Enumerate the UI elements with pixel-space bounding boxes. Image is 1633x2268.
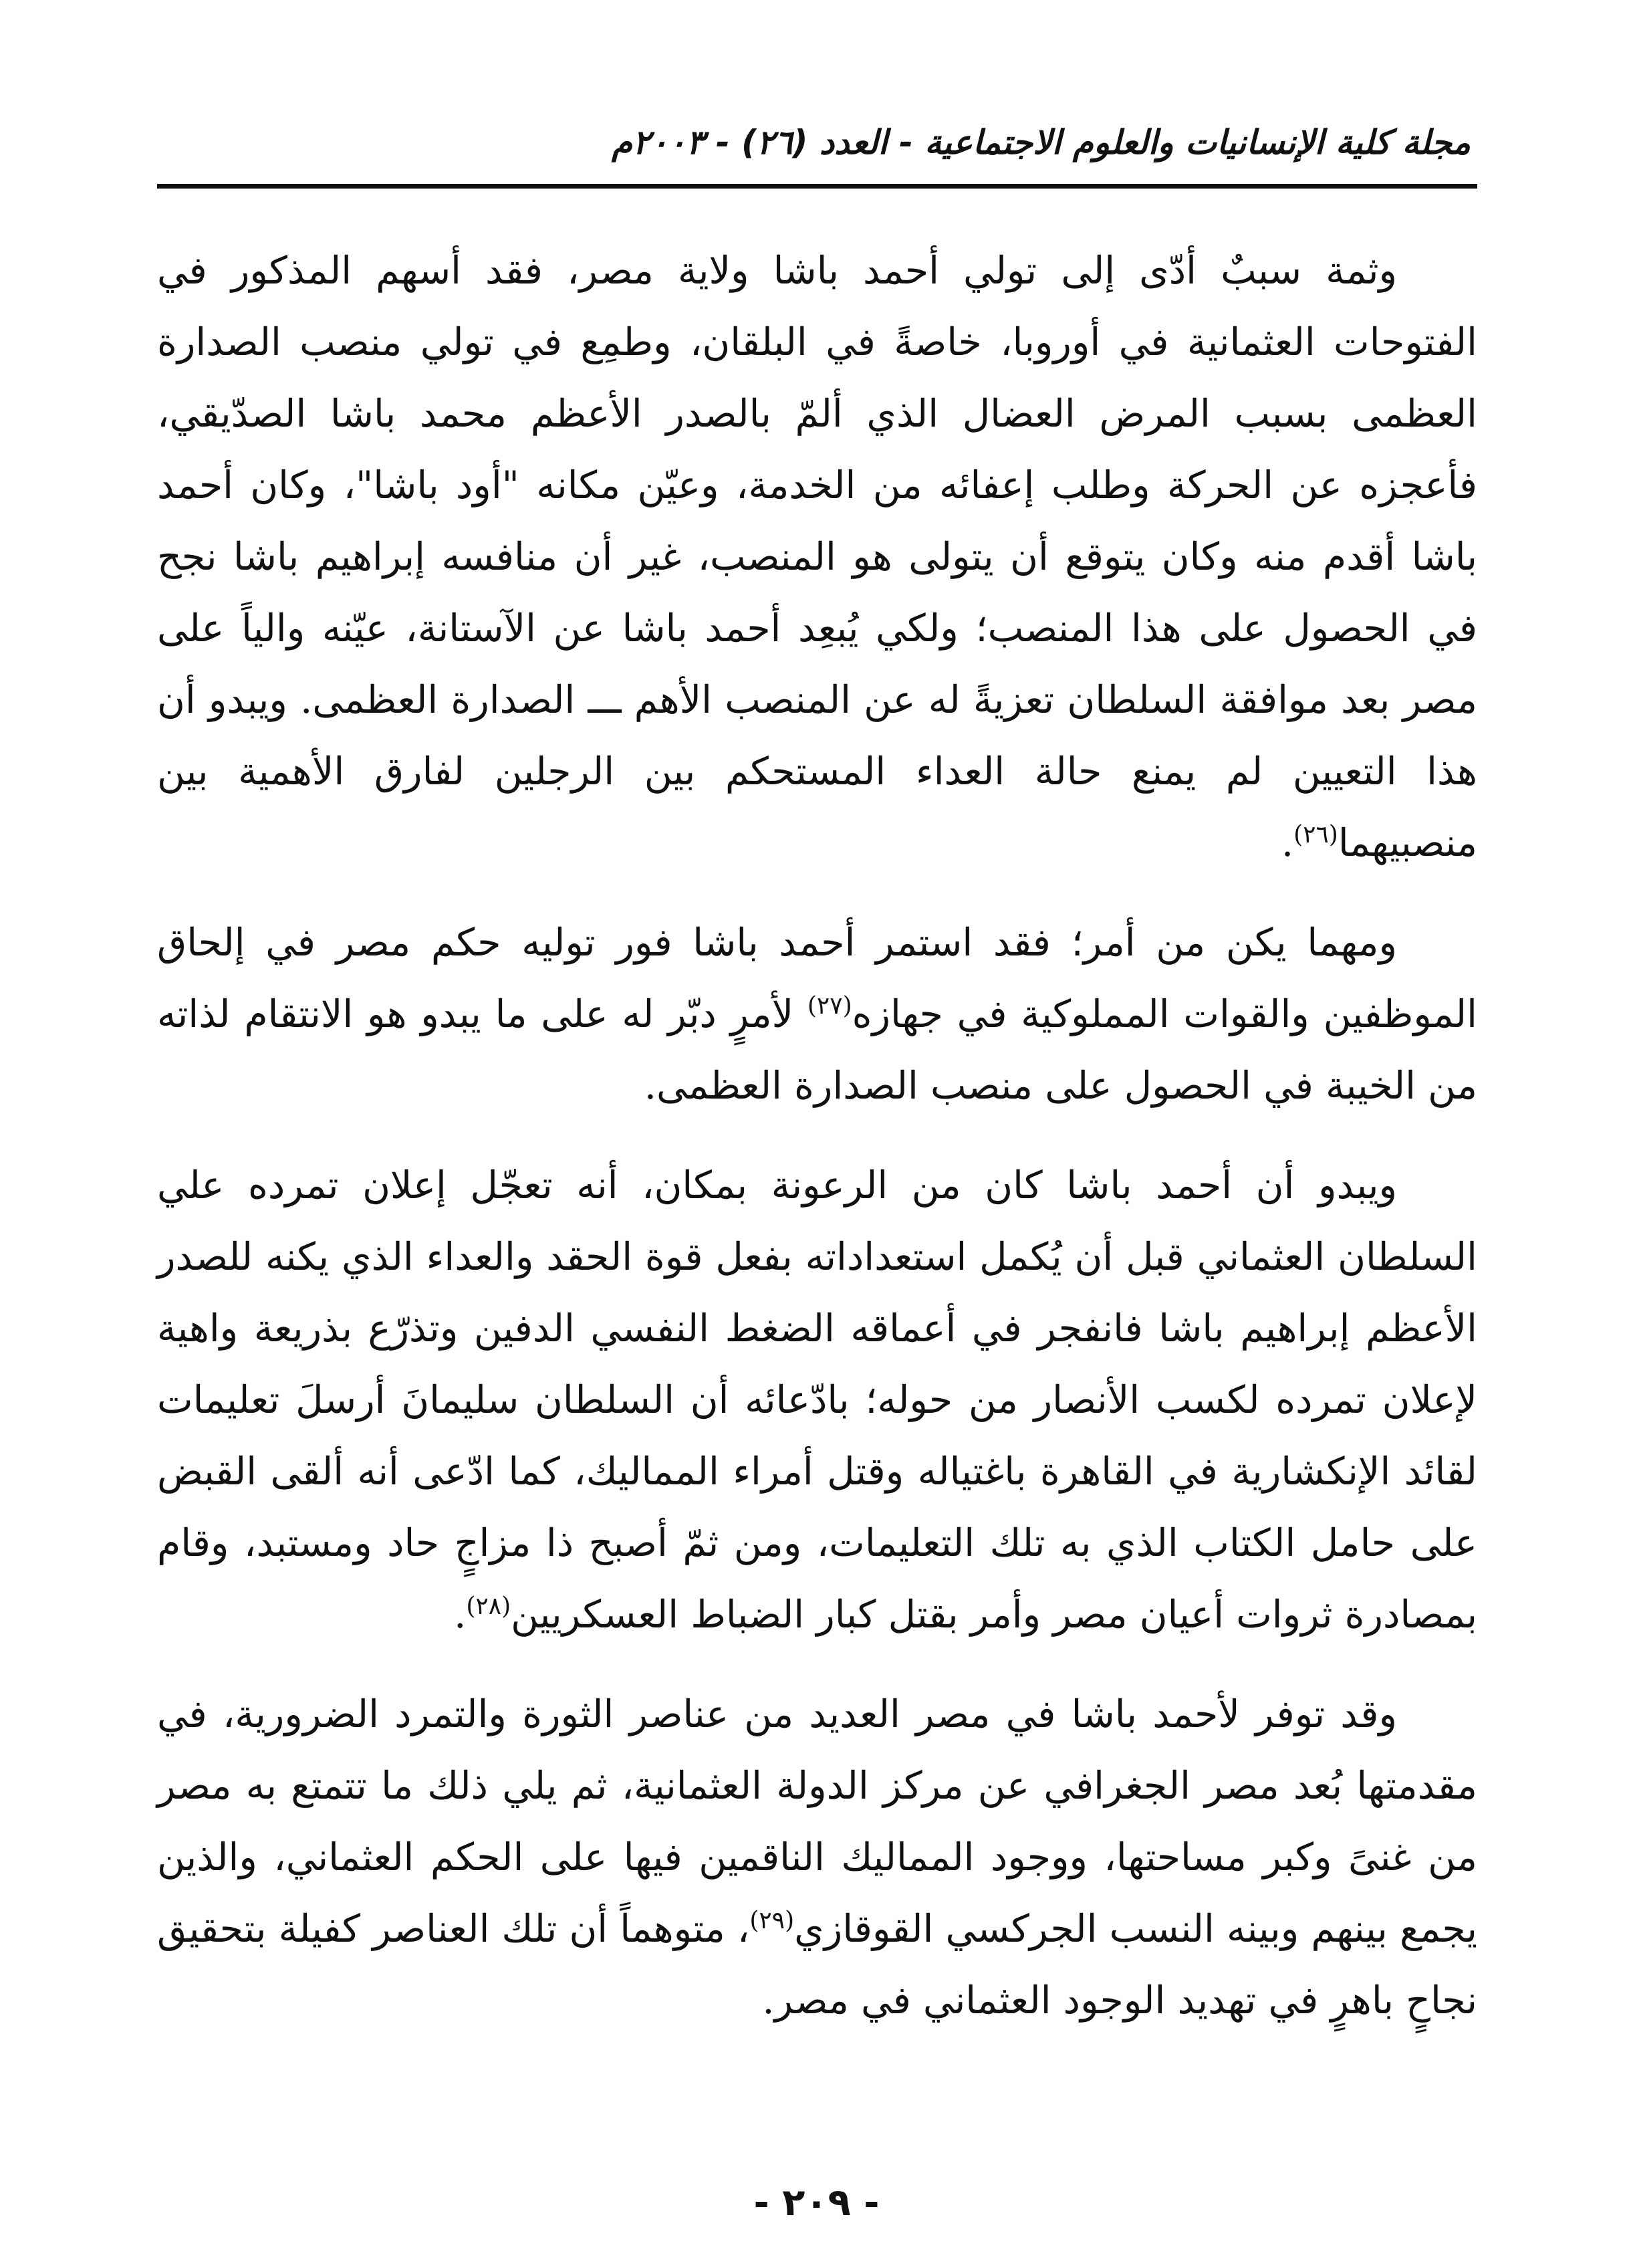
footnote-marker-26: (٢٦)	[1293, 821, 1338, 848]
paragraph-4	[157, 1679, 1477, 2037]
header-rule	[157, 184, 1477, 189]
footnote-marker-29: (٢٩)	[749, 1907, 795, 1934]
paragraph-text: وثمة سببٌ أدّى إلى تولي أحمد باشا ولاية مصر، فقد أسهم المذكور في الفتوحات العثمانية في أوروبا، خاصةً في البلقان، وطمِع في تولي منصب الصدارة العظمى بسبب المرض العضال الذي ألمّ بالصدر الأعظم محمد باشا الصدّيقي، فأعجزه عن الحركة وطلب إعفائه من الخدمة، وعيّن مكانه "أود باشا"، وكان أحمد باشا أقدم منه وكان يتوقع أن يتولى هو المنصب، غير أن منافسه إبراهيم باشا نجح في الحصول على هذا المنصب؛ ولكي يُبعِد أحمد باشا عن الآستانة، عيّنه والياً على مصر بعد موافقة السلطان تعزيةً له عن المنصب الأهم ـــ الصدارة العظمى. ويبدو أن هذا التعيين لم يمنع حالة العداء المستحكم بين الرجلين لفارق الأهمية بين منصبيهما	[157, 249, 1478, 865]
footnote-marker-27: (٢٧)	[807, 992, 852, 1020]
running-header: مجلة كلية الإنسانيات والعلوم الاجتماعية - العدد (٢٦) - ٢٠٠٣م	[612, 123, 1471, 162]
paragraph-tail: لأمرٍ دبّر له على ما يبدو هو الانتقام لذاته من الخيبة في الحصول على منصب الصدارة العظمى.	[157, 992, 1477, 1108]
paragraph-tail: .	[1281, 821, 1294, 865]
page-number: - ٢٠٩ -	[753, 2181, 880, 2225]
paragraph-text: وقد توفر لأحمد باشا في مصر العديد من عناصر الثورة والتمرد الضرورية، في مقدمتها بُعد مصر الجغرافي عن مركز الدولة العثمانية، ثم يلي ذلك ما تتمتع به مصر من غنىً وكبر مساحتها، ووجود المماليك الناقمين فيها على الحكم العثماني، والذين يجمع بينهم وبينه النسب الجركسي القوقازي	[157, 1692, 1477, 1951]
paragraph-tail: ، متوهماً أن تلك العناصر كفيلة بتحقيق نجاحٍ باهرٍ في تهديد الوجود العثماني في مصر.	[157, 1907, 1477, 2023]
paragraph-1	[157, 235, 1477, 879]
body-text	[157, 235, 1477, 2065]
paragraph-text: ومهما يكن من أمر؛ فقد استمر أحمد باشا فور توليه حكم مصر في إلحاق الموظفين والقوات المملوكية في جهازه	[157, 921, 1477, 1036]
paragraph-text: ويبدو أن أحمد باشا كان من الرعونة بمكان، أنه تعجّل إعلان تمرده علي السلطان العثماني قبل أن يُكمل استعداداته بفعل قوة الحقد والعداء الذي يكنه للصدر الأعظم إبراهيم باشا فانفجر في أعماقه الضغط النفسي الدفين وتذرّع بذريعة واهية لإعلان تمرده لكسب الأنصار من حوله؛ بادّعائه أن السلطان سليمانَ أرسلَ تعليمات لقائد الإنكشارية في القاهرة باغتياله وقتل أمراء المماليك، كما ادّعى أنه ألقى القبض على حامل الكتاب الذي به تلك التعليمات، ومن ثمّ أصبح ذا مزاجٍ حاد ومستبد، وقام بمصادرة ثروات أعيان مصر وأمر بقتل كبار الضباط العسكريين	[157, 1163, 1477, 1637]
paragraph-2	[157, 907, 1477, 1122]
paragraph-tail: .	[454, 1593, 467, 1637]
paragraph-3	[157, 1150, 1477, 1651]
footnote-marker-28: (٢٨)	[466, 1593, 511, 1620]
